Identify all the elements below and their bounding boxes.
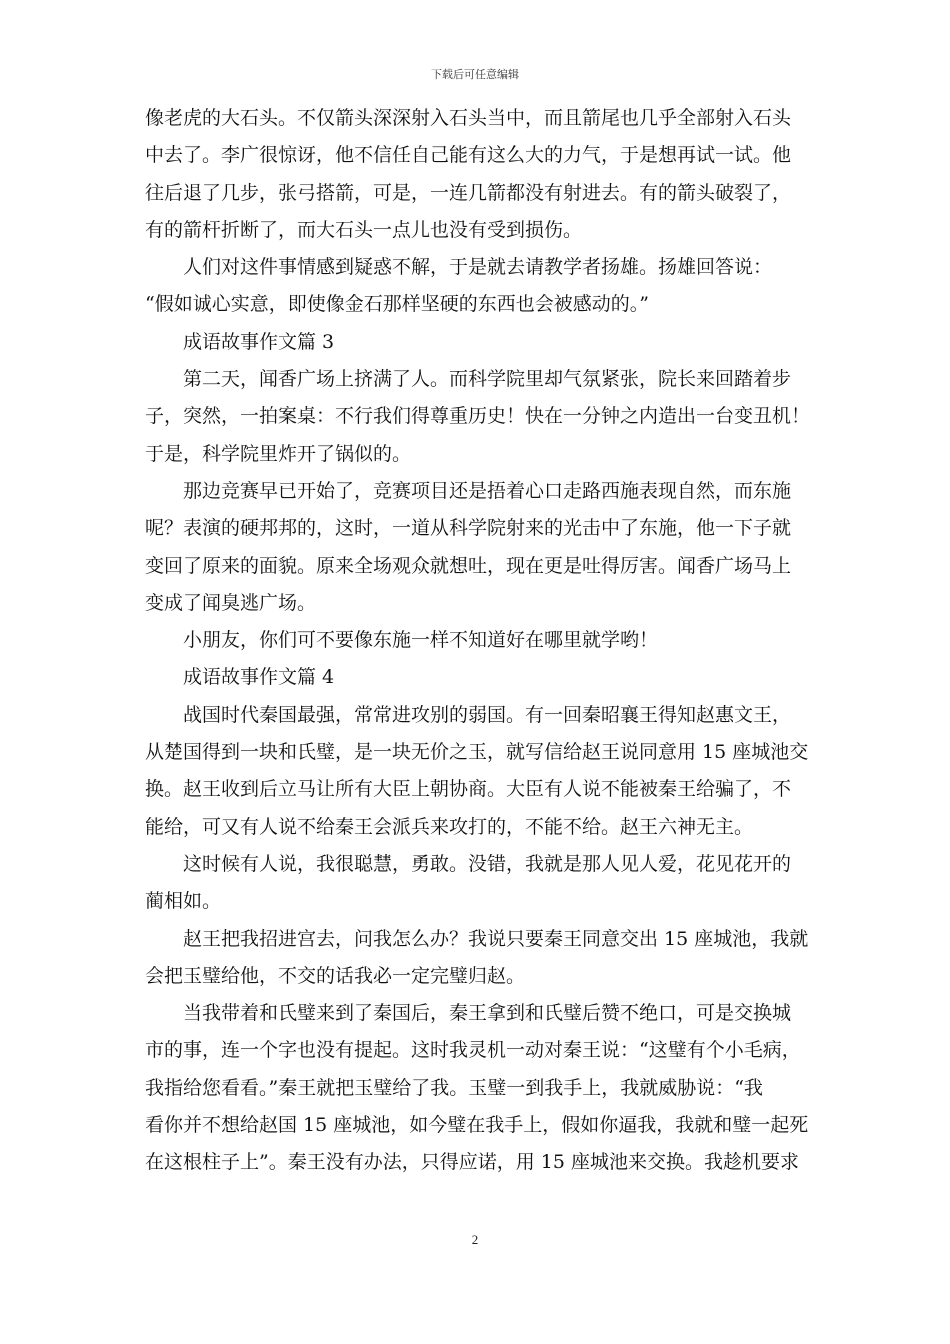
text-line: 变回了原来的面貌。原来全场观众就想吐，现在更是吐得厉害。闻香广场马上 (145, 554, 792, 577)
text-line: 第二天，闻香广场上挤满了人。而科学院里却气氛紧张，院长来回踏着步 (183, 368, 792, 391)
text-line: 于是，科学院里炸开了锅似的。 (145, 442, 412, 465)
text-line: 赵王把我招进宫去，问我怎么办？我说只要秦王同意交出 15 座城池，我就 (183, 927, 809, 950)
text-line: 战国时代秦国最强，常常进攻别的弱国。有一回秦昭襄王得知赵惠文王， (183, 703, 792, 726)
text-line: 变成了闻臭逃广场。 (145, 591, 317, 614)
text-line: 有的箭杆折断了，而大石头一点儿也没有受到损伤。 (145, 218, 583, 241)
paragraph (145, 361, 810, 473)
text-line: 蔺相如。 (145, 890, 222, 913)
text-line: 中去了。李广很惊讶，他不信任自己能有这么大的力气，于是想再试一试。他 (145, 144, 792, 167)
text-line: 从楚国得到一块和氏璧，是一块无价之玉，就写信给赵王说同意用 15 座城池交 (145, 741, 809, 764)
paragraph (145, 622, 810, 659)
paragraph (145, 921, 810, 996)
text-line: 呢？表演的硬邦邦的，这时，一道从科学院射来的光击中了东施，他一下子就 (145, 517, 792, 540)
text-line: 子，突然，一拍案桌：不行我们得尊重历史！快在一分钟之内造出一台变丑机！ (145, 405, 811, 428)
text-line: 市的事，连一个字也没有提起。这时我灵机一动对秦王说：“这璧有个小毛病， (145, 1039, 801, 1062)
text-line: 人们对这件事情感到疑惑不解，于是就去请教学者扬雄。扬雄回答说： (183, 256, 773, 279)
text-line: 能给，可又有人说不给秦王会派兵来攻打的，不能不给。赵王六神无主。 (145, 815, 754, 838)
paragraph (145, 473, 810, 622)
text-line: 往后退了几步，张弓搭箭，可是，一连几箭都没有射进去。有的箭头破裂了， (145, 181, 792, 204)
paragraph (145, 324, 810, 361)
text-line: 成语故事作文篇 4 (183, 666, 335, 689)
text-line: 换。赵王收到后立马让所有大臣上朝协商。大臣有人说不能被秦王给骗了，不 (145, 778, 792, 801)
text-line: 在这根柱子上”。秦王没有办法，只得应诺，用 15 座城池来交换。我趁机要求 (145, 1151, 799, 1174)
page-number: 2 (471, 1232, 479, 1247)
text-line: 成语故事作文篇 3 (183, 330, 335, 353)
paragraph (145, 249, 810, 324)
page-header: 下载后可任意编辑 (431, 68, 519, 81)
text-line: 看你并不想给赵国 15 座城池，如今璧在我手上，假如你逼我，我就和璧一起死 (145, 1114, 809, 1137)
paragraph (145, 995, 810, 1181)
paragraph (145, 100, 810, 249)
text-line: 小朋友，你们可不要像东施一样不知道好在哪里就学哟！ (183, 629, 659, 652)
text-line: 这时候有人说，我很聪慧，勇敢。没错，我就是那人见人爱，花见花开的 (183, 852, 792, 875)
text-line: 像老虎的大石头。不仅箭头深深射入石头当中，而且箭尾也几乎全部射入石头 (145, 107, 792, 129)
text-line: 会把玉璧给他，不交的话我必一定完璧归赵。 (145, 964, 526, 987)
text-line: 那边竞赛早已开始了，竞赛项目还是捂着心口走路西施表现自然，而东施 (183, 479, 792, 502)
document-body (145, 100, 810, 1182)
text-line: “假如诚心实意，即使像金石那样坚硬的东西也会被感动的。” (145, 293, 649, 316)
paragraph (145, 697, 810, 846)
paragraph (145, 846, 810, 921)
text-line: 当我带着和氏璧来到了秦国后，秦王拿到和氏璧后赞不绝口，可是交换城 (183, 1002, 792, 1025)
text-line: 我指给您看看。”秦王就把玉璧给了我。玉璧一到我手上，我就威胁说：“我 (145, 1076, 763, 1099)
paragraph (145, 659, 810, 696)
